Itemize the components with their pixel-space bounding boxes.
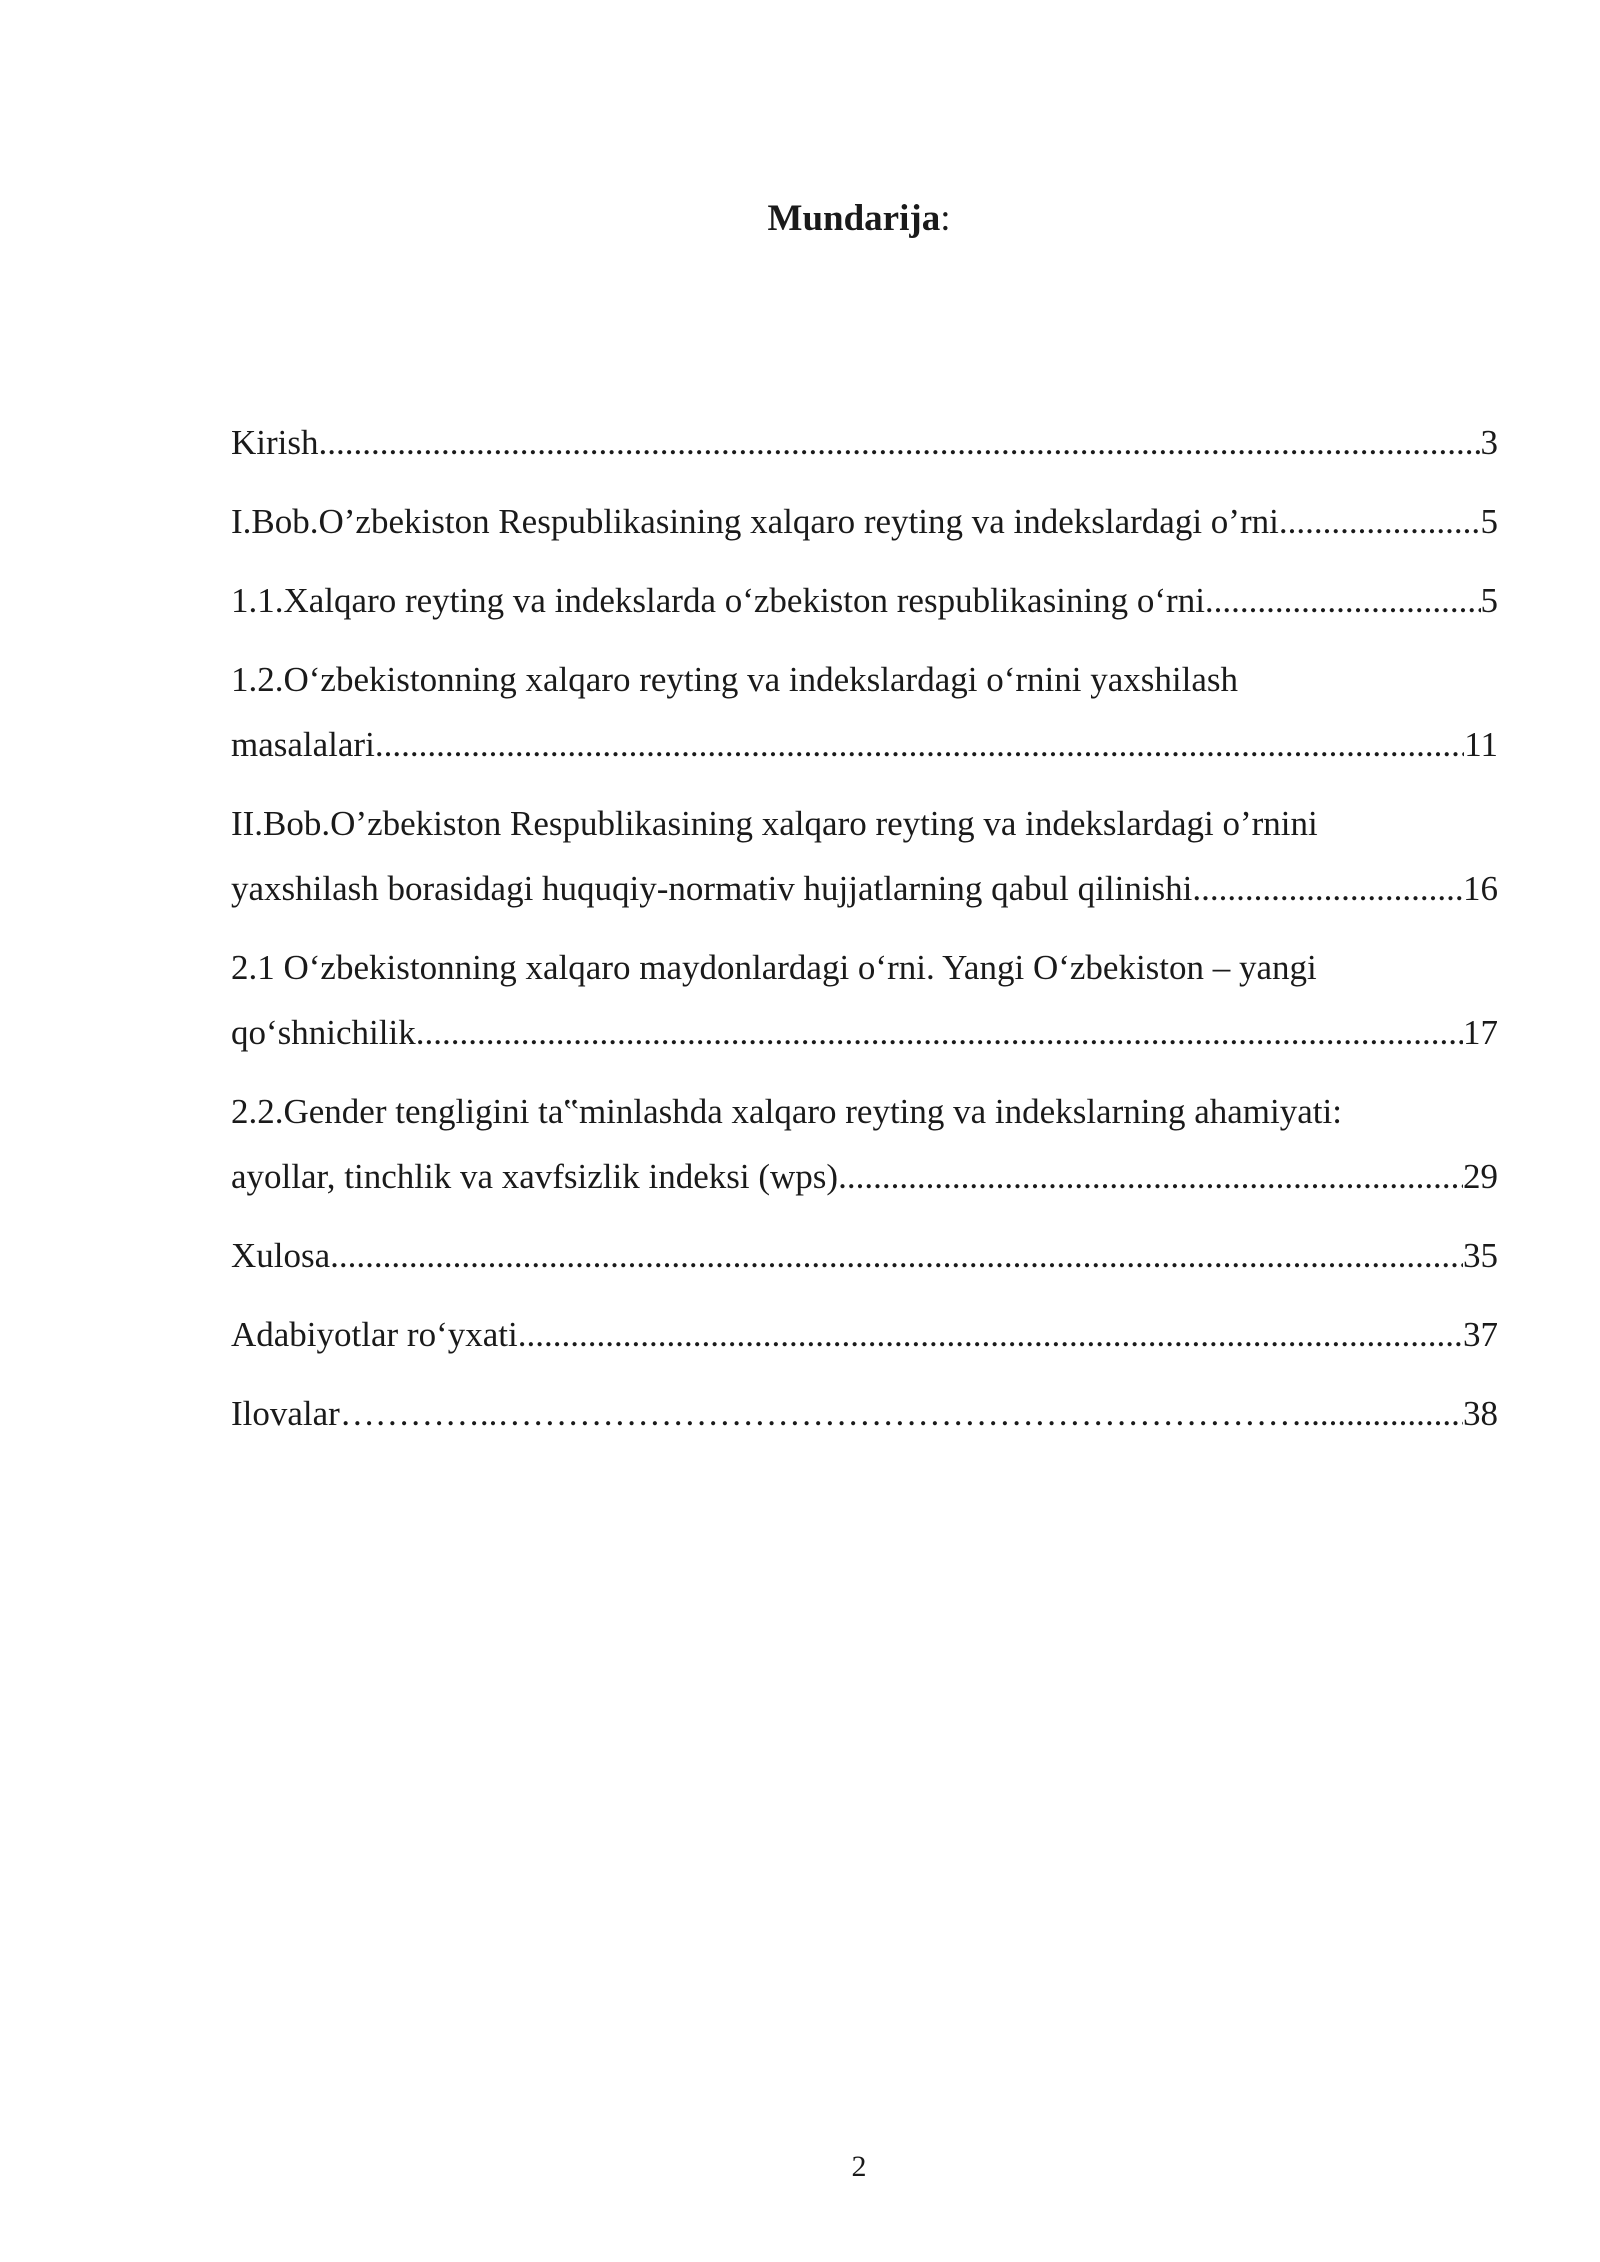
toc-entry-text: 2.1 O‘zbekistonning xalqaro maydonlardagi o‘rni. Yangi O‘zbekiston – yangi	[231, 948, 1317, 987]
toc-page-number: 16	[1463, 869, 1498, 908]
toc-entry[interactable]	[231, 647, 1498, 777]
dot-leader	[1192, 856, 1463, 921]
dot-leader	[319, 410, 1481, 475]
toc-entry[interactable]	[231, 1223, 1498, 1288]
toc-page-number: 5	[1480, 502, 1498, 541]
toc-entry-line	[231, 1144, 1498, 1209]
toc-entry-line	[231, 935, 1498, 1000]
dot-leader	[1279, 489, 1481, 554]
toc-entry[interactable]	[231, 568, 1498, 633]
toc-entry[interactable]	[231, 489, 1498, 554]
toc-entry[interactable]	[231, 1079, 1498, 1209]
toc-entry-text: ayollar, tinchlik va xavfsizlik indeksi (wps)	[231, 1157, 839, 1196]
toc-page-number: 5	[1480, 581, 1498, 620]
table-of-contents	[231, 410, 1498, 1460]
toc-entry-text: 2.2.Gender tengligini ta‟minlashda xalqaro reyting va indekslarning ahamiyati:	[231, 1092, 1342, 1131]
toc-page-number: 3	[1480, 423, 1498, 462]
toc-entry-line	[231, 791, 1498, 856]
toc-entry-line	[231, 1223, 1498, 1288]
toc-entry-line	[231, 1381, 1498, 1446]
page-number: 2	[851, 2150, 867, 2183]
toc-entry-line	[231, 568, 1498, 633]
toc-entry-line	[231, 410, 1498, 475]
toc-page-number: 11	[1464, 725, 1498, 764]
toc-entry[interactable]	[231, 791, 1498, 921]
dot-leader	[518, 1302, 1463, 1367]
toc-entry[interactable]	[231, 1302, 1498, 1367]
toc-entry-line	[231, 489, 1498, 554]
toc-entry[interactable]	[231, 935, 1498, 1065]
toc-entry-line	[231, 647, 1498, 712]
toc-entry-text: masalalari	[231, 725, 375, 764]
toc-entry-line	[231, 856, 1498, 921]
toc-entry-text: Adabiyotlar ro‘yxati	[231, 1315, 518, 1354]
title-suffix: :	[940, 198, 951, 239]
dot-leader	[330, 1223, 1463, 1288]
toc-entry-text: 1.2.O‘zbekistonning xalqaro reyting va indekslardagi o‘rnini yaxshilash	[231, 660, 1238, 699]
toc-entry-text: Kirish	[231, 423, 319, 462]
title-text: Mundarija	[767, 198, 941, 239]
toc-entry-text: Ilovalar…………..……………………………………………………………..	[231, 1394, 1320, 1433]
toc-entry[interactable]	[231, 410, 1498, 475]
toc-entry-text: qo‘shnichilik	[231, 1013, 416, 1052]
dot-leader	[416, 1000, 1463, 1065]
dot-leader	[375, 712, 1464, 777]
toc-page-number: 35	[1463, 1236, 1498, 1275]
dot-leader	[838, 1144, 1463, 1209]
toc-page-number: 17	[1463, 1013, 1498, 1052]
toc-entry-line	[231, 1079, 1498, 1144]
toc-page-number: 29	[1463, 1157, 1498, 1196]
toc-page-number: 37	[1463, 1315, 1498, 1354]
toc-entry-text: Xulosa	[231, 1236, 331, 1275]
toc-page-number: 38	[1463, 1394, 1498, 1433]
toc-entry-line	[231, 712, 1498, 777]
toc-entry-line	[231, 1000, 1498, 1065]
page-title	[0, 195, 1600, 243]
toc-entry-text: II.Bob.O’zbekiston Respublikasining xalqaro reyting va indekslardagi o’rnini	[231, 804, 1318, 843]
toc-entry-text: 1.1.Xalqaro reyting va indekslarda o‘zbekiston respublikasining o‘rni	[231, 581, 1205, 620]
dot-leader	[1320, 1381, 1463, 1446]
toc-entry[interactable]	[231, 1381, 1498, 1446]
dot-leader	[1205, 568, 1481, 633]
toc-entry-text: yaxshilash borasidagi huquqiy-normativ hujjatlarning qabul qilinishi	[231, 869, 1193, 908]
toc-entry-line	[231, 1302, 1498, 1367]
toc-entry-text: I.Bob.O’zbekiston Respublikasining xalqaro reyting va indekslardagi o’rni	[231, 502, 1279, 541]
